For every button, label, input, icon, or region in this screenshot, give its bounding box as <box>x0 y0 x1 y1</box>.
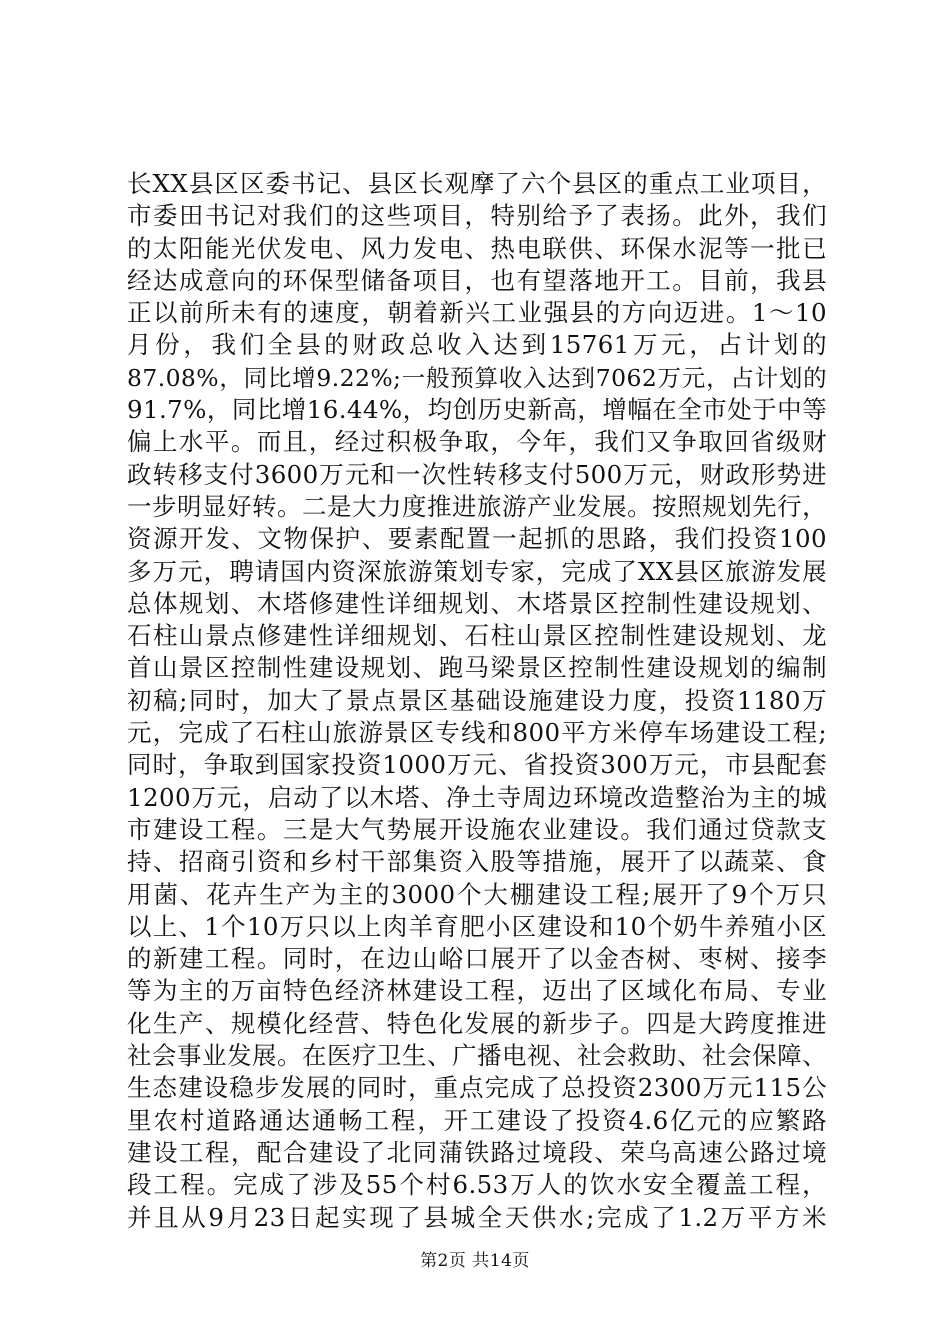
text-line: 用菌、花卉生产为主的3000个大棚建设工程;展开了9个万只 <box>127 879 827 909</box>
text-line: 一步明显好转。二是大力度推进旅游产业发展。按照规划先行， <box>127 491 827 521</box>
text-line: 首山景区控制性建设规划、跑马梁景区控制性建设规划的编制 <box>127 653 827 683</box>
text-line: 的新建工程。同时，在边山峪口展开了以金杏树、枣树、接李 <box>127 944 827 974</box>
text-line: 长XX县区区委书记、县区长观摩了六个县区的重点工业项目， <box>127 169 827 198</box>
page-footer: 第2页 共14页 <box>420 1251 530 1271</box>
text-line: 偏上水平。而且，经过积极争取，今年，我们又争取回省级财 <box>127 427 827 457</box>
text-line: 并且从9月23日起实现了县城全天供水;完成了1.2万平方米 <box>127 1202 827 1232</box>
text-line: 月份，我们全县的财政总收入达到15761万元，占计划的 <box>127 330 827 360</box>
text-line: 资源开发、文物保护、要素配置一起抓的思路，我们投资100 <box>127 524 827 554</box>
text-line: 以上、1个10万只以上肉羊育肥小区建设和10个奶牛养殖小区 <box>127 911 827 941</box>
text-line: 建设工程，配合建设了北同蒲铁路过境段、荣乌高速公路过境 <box>127 1137 827 1167</box>
text-line: 社会事业发展。在医疗卫生、广播电视、社会救助、社会保障、 <box>127 1041 827 1071</box>
text-line: 生态建设稳步发展的同时，重点完成了总投资2300万元115公 <box>127 1073 827 1103</box>
text-line: 91.7%，同比增16.44%，均创历史新高，增幅在全市处于中等 <box>127 395 827 425</box>
text-line: 87.08%，同比增9.22%;一般预算收入达到7062万元，占计划的 <box>127 363 827 392</box>
text-line: 市委田书记对我们的这些项目，特别给予了表扬。此外，我们 <box>127 201 827 231</box>
text-line: 政转移支付3600万元和一次性转移支付500万元，财政形势进 <box>127 459 827 489</box>
text-line: 1200万元，启动了以木塔、净土寺周边环境改造整治为主的城 <box>127 782 827 812</box>
text-line: 段工程。完成了涉及55个村6.53万人的饮水安全覆盖工程， <box>127 1170 827 1200</box>
text-line: 的太阳能光伏发电、风力发电、热电联供、环保水泥等一批已 <box>127 233 827 263</box>
body-text <box>127 168 827 1234</box>
text-line: 经达成意向的环保型储备项目，也有望落地开工。目前，我县 <box>127 265 827 295</box>
text-line: 正以前所未有的速度，朝着新兴工业强县的方向迈进。1～10 <box>127 298 827 328</box>
text-line: 里农村道路通达通畅工程，开工建设了投资4.6亿元的应繁路 <box>127 1105 827 1135</box>
text-line: 总体规划、木塔修建性详细规划、木塔景区控制性建设规划、 <box>127 588 827 618</box>
text-line: 石柱山景点修建性详细规划、石柱山景区控制性建设规划、龙 <box>127 621 827 651</box>
text-line: 持、招商引资和乡村干部集资入股等措施，展开了以蔬菜、食 <box>127 847 827 877</box>
text-line: 化生产、规模化经营、特色化发展的新步子。四是大跨度推进 <box>127 1008 827 1038</box>
text-line: 元，完成了石柱山旅游景区专线和800平方米停车场建设工程; <box>127 718 827 748</box>
text-line: 多万元，聘请国内资深旅游策划专家，完成了XX县区旅游发展 <box>127 556 827 586</box>
text-line: 等为主的万亩特色经济林建设工程，迈出了区域化布局、专业 <box>127 976 827 1006</box>
text-line: 市建设工程。三是大气势展开设施农业建设。我们通过贷款支 <box>127 814 827 844</box>
text-line: 初稿;同时，加大了景点景区基础设施建设力度，投资1180万 <box>127 685 827 715</box>
text-line: 同时，争取到国家投资1000万元、省投资300万元，市县配套 <box>127 750 827 780</box>
